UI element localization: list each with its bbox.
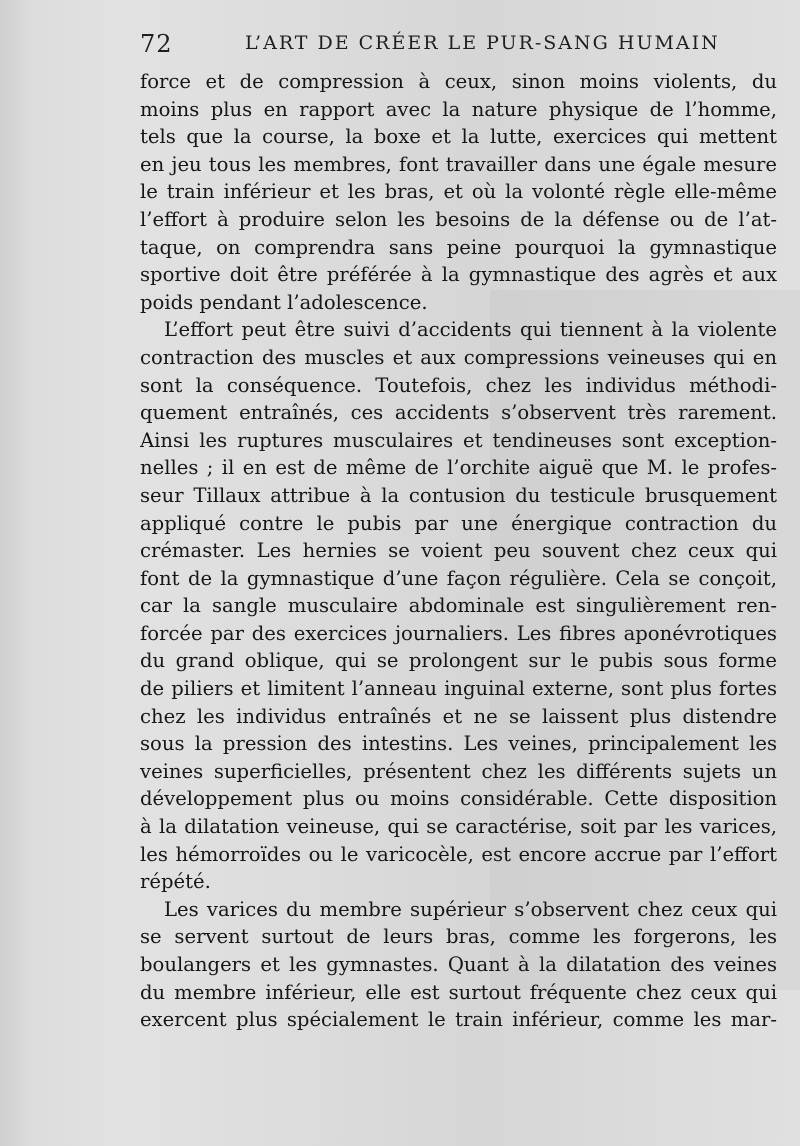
page-number: 72 [140, 30, 173, 58]
text-line: les hémorroïdes ou le varicocèle, est encore accrue par l’effort [140, 842, 777, 866]
running-title: L’ART DE CRÉER LE PUR-SANG HUMAIN [245, 32, 720, 54]
text-line: force et de compression à ceux, sinon moins violents, du [140, 70, 777, 93]
text-line: le train inférieur et les bras, et où la volonté règle elle-même [140, 180, 777, 204]
text-line: chez les individus entraînés et ne se laissent plus distendre [140, 704, 777, 728]
text-line: contraction des muscles et aux compressions veineuses qui en [140, 345, 777, 369]
paragraph-end-line: poids pendant l’adolescence. [140, 290, 428, 314]
text-line: sportive doit être préférée à la gymnastique des agrès et aux [140, 263, 777, 287]
text-line: quement entraînés, ces accidents s’observent très rarement. [140, 401, 777, 425]
text-line: tels que la course, la boxe et la lutte, exercices qui mettent [140, 125, 777, 149]
page-header [140, 30, 780, 70]
text-line: font de la gymnastique d’une façon régulière. Cela se conçoit, [140, 566, 777, 590]
paragraph-start-line: Les varices du membre supérieur s’observent chez ceux qui [164, 897, 777, 921]
text-line: exercent plus spécialement le train inférieur, comme les mar- [140, 1008, 777, 1032]
text-line: l’effort à produire selon les besoins de la défense ou de l’at- [140, 207, 777, 231]
text-line: moins plus en rapport avec la nature physique de l’homme, [140, 97, 777, 121]
text-line: seur Tillaux attribue à la contusion du testicule brusquement [140, 483, 777, 507]
text-line: Ainsi les ruptures musculaires et tendineuses sont exception- [140, 428, 777, 452]
text-line: du membre inférieur, elle est surtout fréquente chez ceux qui [140, 980, 777, 1004]
text-line: car la sangle musculaire abdominale est singulièrement ren- [140, 594, 777, 618]
body-text [140, 68, 777, 1034]
paragraph-end-line: répété. [140, 870, 211, 894]
text-line: appliqué contre le pubis par une énergique contraction du [140, 511, 777, 535]
text-line: se servent surtout de leurs bras, comme les forgerons, les [140, 925, 777, 949]
text-line: boulangers et les gymnastes. Quant à la dilatation des veines [140, 953, 777, 976]
text-line: veines superficielles, présentent chez les différents sujets un [140, 759, 777, 783]
text-line: à la dilatation veineuse, qui se caractérise, soit par les varices, [140, 815, 777, 839]
text-line: sont la conséquence. Toutefois, chez les individus méthodi- [140, 373, 777, 397]
text-line: en jeu tous les membres, font travailler dans une égale mesure [140, 152, 777, 176]
text-line: de piliers et limitent l’anneau inguinal externe, sont plus fortes [140, 677, 777, 701]
paragraph-start-line: L’effort peut être suivi d’accidents qui tiennent à la violente [164, 318, 777, 342]
text-line: sous la pression des intestins. Les veines, principalement les [140, 732, 777, 756]
text-line: du grand oblique, qui se prolongent sur le pubis sous forme [140, 649, 777, 673]
text-line: forcée par des exercices journaliers. Les fibres aponévrotiques [140, 621, 777, 645]
text-line: développement plus ou moins considérable. Cette disposition [140, 787, 777, 811]
text-line: crémaster. Les hernies se voient peu souvent chez ceux qui [140, 539, 777, 563]
text-line: taque, on comprendra sans peine pourquoi la gymnastique [140, 235, 777, 259]
text-line: nelles ; il en est de même de l’orchite aiguë que M. le profes- [140, 456, 777, 480]
